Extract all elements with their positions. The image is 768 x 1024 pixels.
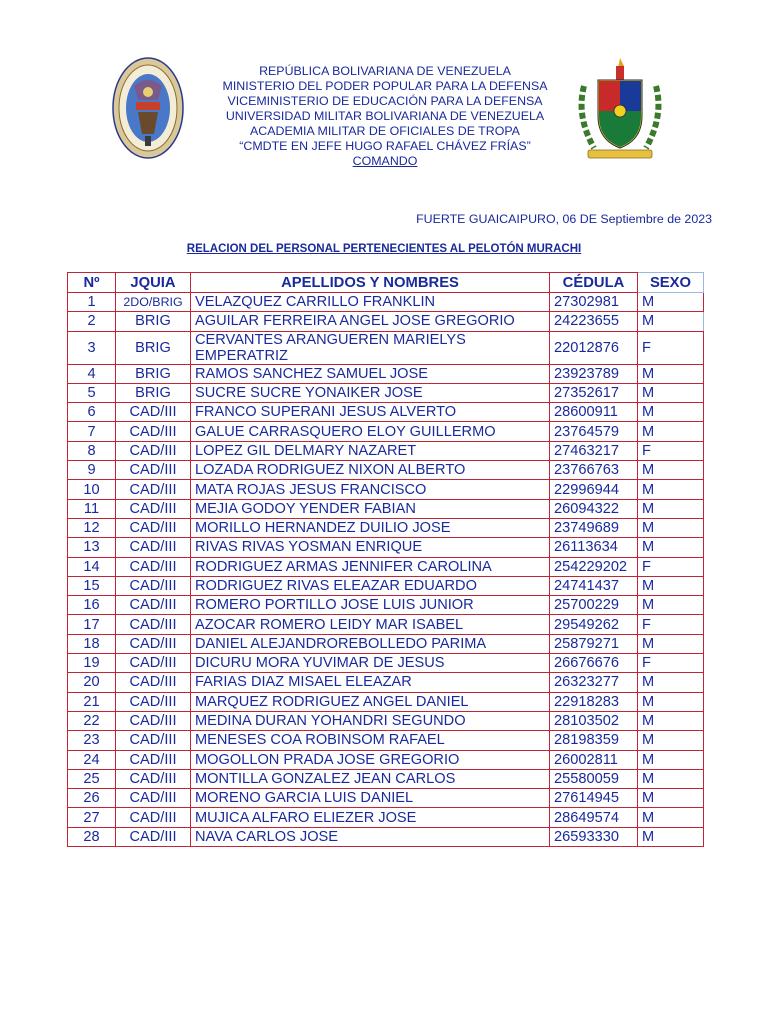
- header-line: UNIVERSIDAD MILITAR BOLIVARIANA DE VENEZUELA: [225, 109, 545, 123]
- cell-id-number: 28198359: [550, 731, 638, 750]
- table-row: [68, 827, 704, 846]
- cell-full-name: MENESES COA ROBINSOM RAFAEL: [191, 731, 550, 750]
- cell-id-number: 26113634: [550, 538, 638, 557]
- table-row: [68, 480, 704, 499]
- table-row: [68, 403, 704, 422]
- cell-sex: F: [638, 615, 704, 634]
- cell-sex: M: [638, 499, 704, 518]
- cell-number: 19: [68, 654, 116, 673]
- cell-sex: F: [638, 654, 704, 673]
- cell-rank: CAD/III: [116, 538, 191, 557]
- cell-full-name: MARQUEZ RODRIGUEZ ANGEL DANIEL: [191, 692, 550, 711]
- header-line: VICEMINISTERIO DE EDUCACIÓN PARA LA DEFENSA: [227, 94, 543, 108]
- university-seal-icon: [112, 56, 184, 160]
- table-row: [68, 808, 704, 827]
- cell-full-name: DANIEL ALEJANDROREBOLLEDO PARIMA: [191, 634, 550, 653]
- table-row: [68, 461, 704, 480]
- date-line: FUERTE GUAICAIPURO, 06 DE Septiembre de 2023: [416, 212, 712, 226]
- cell-rank: CAD/III: [116, 731, 191, 750]
- cell-number: 3: [68, 331, 116, 364]
- table-row: [68, 422, 704, 441]
- cell-rank: BRIG: [116, 312, 191, 331]
- header-line: “CMDTE EN JEFE HUGO RAFAEL CHÁVEZ FRÍAS”: [239, 139, 531, 153]
- cell-rank: CAD/III: [116, 518, 191, 537]
- table-row: [68, 711, 704, 730]
- cell-full-name: RAMOS SANCHEZ SAMUEL JOSE: [191, 364, 550, 383]
- header-subtitle: COMANDO: [352, 154, 418, 168]
- cell-id-number: 25879271: [550, 634, 638, 653]
- cell-number: 16: [68, 596, 116, 615]
- cell-full-name: NAVA CARLOS JOSE: [191, 827, 550, 846]
- cell-rank: CAD/III: [116, 441, 191, 460]
- header-sex: SEXO: [638, 273, 704, 293]
- personnel-table: [67, 272, 704, 847]
- cell-rank: CAD/III: [116, 750, 191, 769]
- cell-sex: M: [638, 403, 704, 422]
- cell-rank: CAD/III: [116, 480, 191, 499]
- table-row: [68, 312, 704, 331]
- cell-full-name: LOPEZ GIL DELMARY NAZARET: [191, 441, 550, 460]
- cell-id-number: 26676676: [550, 654, 638, 673]
- cell-id-number: 254229202: [550, 557, 638, 576]
- cell-sex: M: [638, 692, 704, 711]
- cell-number: 22: [68, 711, 116, 730]
- document-title: RELACION DEL PERSONAL PERTENECIENTES AL PELOTÓN MURACHI: [186, 243, 582, 255]
- cell-sex: M: [638, 750, 704, 769]
- academy-shield-icon: [574, 56, 666, 162]
- cell-sex: M: [638, 634, 704, 653]
- cell-number: 28: [68, 827, 116, 846]
- table-row: [68, 383, 704, 402]
- cell-rank: CAD/III: [116, 654, 191, 673]
- cell-rank: CAD/III: [116, 499, 191, 518]
- cell-full-name: MORILLO HERNANDEZ DUILIO JOSE: [191, 518, 550, 537]
- table-row: [68, 499, 704, 518]
- cell-rank: CAD/III: [116, 576, 191, 595]
- cell-rank: CAD/III: [116, 673, 191, 692]
- cell-full-name: MOGOLLON PRADA JOSE GREGORIO: [191, 750, 550, 769]
- cell-id-number: 28600911: [550, 403, 638, 422]
- cell-id-number: 25580059: [550, 769, 638, 788]
- cell-id-number: 23764579: [550, 422, 638, 441]
- cell-number: 15: [68, 576, 116, 595]
- cell-sex: M: [638, 293, 704, 312]
- table-row: [68, 538, 704, 557]
- header-line: REPÚBLICA BOLIVARIANA DE VENEZUELA: [259, 64, 511, 78]
- cell-id-number: 23766763: [550, 461, 638, 480]
- cell-number: 8: [68, 441, 116, 460]
- cell-full-name: CERVANTES ARANGUEREN MARIELYS EMPERATRIZ: [191, 331, 550, 364]
- cell-number: 24: [68, 750, 116, 769]
- table-row: [68, 673, 704, 692]
- cell-id-number: 23923789: [550, 364, 638, 383]
- cell-number: 21: [68, 692, 116, 711]
- table-row: [68, 364, 704, 383]
- cell-full-name: AGUILAR FERREIRA ANGEL JOSE GREGORIO: [191, 312, 550, 331]
- header-rank: JQUIA: [116, 273, 191, 293]
- cell-sex: M: [638, 769, 704, 788]
- table-row: [68, 441, 704, 460]
- cell-rank: CAD/III: [116, 422, 191, 441]
- cell-rank: BRIG: [116, 383, 191, 402]
- cell-number: 10: [68, 480, 116, 499]
- cell-number: 5: [68, 383, 116, 402]
- cell-sex: M: [638, 364, 704, 383]
- table-header-row: [68, 273, 704, 293]
- table-row: [68, 789, 704, 808]
- cell-sex: M: [638, 673, 704, 692]
- cell-id-number: 24741437: [550, 576, 638, 595]
- cell-sex: M: [638, 827, 704, 846]
- cell-rank: BRIG: [116, 331, 191, 364]
- table-row: [68, 576, 704, 595]
- cell-id-number: 26593330: [550, 827, 638, 846]
- cell-id-number: 23749689: [550, 518, 638, 537]
- cell-number: 23: [68, 731, 116, 750]
- cell-sex: M: [638, 596, 704, 615]
- cell-id-number: 28649574: [550, 808, 638, 827]
- cell-rank: 2DO/BRIG: [116, 293, 191, 312]
- cell-sex: M: [638, 711, 704, 730]
- cell-full-name: RODRIGUEZ ARMAS JENNIFER CAROLINA: [191, 557, 550, 576]
- cell-number: 17: [68, 615, 116, 634]
- cell-number: 6: [68, 403, 116, 422]
- cell-full-name: AZOCAR ROMERO LEIDY MAR ISABEL: [191, 615, 550, 634]
- cell-rank: CAD/III: [116, 711, 191, 730]
- cell-sex: M: [638, 576, 704, 595]
- cell-number: 20: [68, 673, 116, 692]
- cell-sex: M: [638, 789, 704, 808]
- cell-id-number: 26094322: [550, 499, 638, 518]
- institution-header: [200, 64, 570, 169]
- cell-id-number: 28103502: [550, 711, 638, 730]
- cell-id-number: 27302981: [550, 293, 638, 312]
- cell-sex: F: [638, 331, 704, 364]
- cell-id-number: 24223655: [550, 312, 638, 331]
- cell-number: 7: [68, 422, 116, 441]
- cell-id-number: 27614945: [550, 789, 638, 808]
- cell-rank: CAD/III: [116, 615, 191, 634]
- header-full-name: APELLIDOS Y NOMBRES: [191, 273, 550, 293]
- cell-number: 12: [68, 518, 116, 537]
- cell-id-number: 26002811: [550, 750, 638, 769]
- table-row: [68, 615, 704, 634]
- header-id-number: CÉDULA: [550, 273, 638, 293]
- cell-id-number: 22996944: [550, 480, 638, 499]
- cell-full-name: MUJICA ALFARO ELIEZER JOSE: [191, 808, 550, 827]
- cell-full-name: FRANCO SUPERANI JESUS ALVERTO: [191, 403, 550, 422]
- header-line: ACADEMIA MILITAR DE OFICIALES DE TROPA: [250, 124, 520, 138]
- cell-sex: M: [638, 422, 704, 441]
- cell-number: 9: [68, 461, 116, 480]
- cell-sex: M: [638, 808, 704, 827]
- cell-full-name: RIVAS RIVAS YOSMAN ENRIQUE: [191, 538, 550, 557]
- table-row: [68, 596, 704, 615]
- cell-id-number: 27352617: [550, 383, 638, 402]
- table-row: [68, 634, 704, 653]
- cell-rank: CAD/III: [116, 461, 191, 480]
- cell-full-name: FARIAS DIAZ MISAEL ELEAZAR: [191, 673, 550, 692]
- cell-rank: CAD/III: [116, 769, 191, 788]
- table-row: [68, 331, 704, 364]
- cell-rank: CAD/III: [116, 596, 191, 615]
- cell-rank: CAD/III: [116, 692, 191, 711]
- cell-id-number: 26323277: [550, 673, 638, 692]
- cell-sex: F: [638, 557, 704, 576]
- cell-id-number: 25700229: [550, 596, 638, 615]
- table-row: [68, 731, 704, 750]
- cell-sex: M: [638, 731, 704, 750]
- cell-rank: CAD/III: [116, 557, 191, 576]
- cell-rank: CAD/III: [116, 827, 191, 846]
- cell-number: 2: [68, 312, 116, 331]
- cell-id-number: 27463217: [550, 441, 638, 460]
- cell-sex: M: [638, 312, 704, 331]
- cell-full-name: LOZADA RODRIGUEZ NIXON ALBERTO: [191, 461, 550, 480]
- table-row: [68, 293, 704, 312]
- cell-number: 27: [68, 808, 116, 827]
- table-row: [68, 654, 704, 673]
- cell-rank: CAD/III: [116, 789, 191, 808]
- cell-number: 14: [68, 557, 116, 576]
- cell-number: 18: [68, 634, 116, 653]
- cell-full-name: MATA ROJAS JESUS FRANCISCO: [191, 480, 550, 499]
- cell-number: 4: [68, 364, 116, 383]
- cell-id-number: 22918283: [550, 692, 638, 711]
- cell-rank: BRIG: [116, 364, 191, 383]
- cell-number: 25: [68, 769, 116, 788]
- cell-rank: CAD/III: [116, 403, 191, 422]
- table-row: [68, 518, 704, 537]
- header-line: MINISTERIO DEL PODER POPULAR PARA LA DEFENSA: [222, 79, 548, 93]
- cell-full-name: MONTILLA GONZALEZ JEAN CARLOS: [191, 769, 550, 788]
- cell-number: 1: [68, 293, 116, 312]
- table-row: [68, 769, 704, 788]
- cell-full-name: MEDINA DURAN YOHANDRI SEGUNDO: [191, 711, 550, 730]
- cell-rank: CAD/III: [116, 634, 191, 653]
- header-number: Nº: [68, 273, 116, 293]
- table-row: [68, 692, 704, 711]
- cell-full-name: MORENO GARCIA LUIS DANIEL: [191, 789, 550, 808]
- table-row: [68, 557, 704, 576]
- cell-full-name: MEJIA GODOY YENDER FABIAN: [191, 499, 550, 518]
- cell-full-name: SUCRE SUCRE YONAIKER JOSE: [191, 383, 550, 402]
- cell-sex: M: [638, 538, 704, 557]
- cell-id-number: 22012876: [550, 331, 638, 364]
- cell-sex: M: [638, 518, 704, 537]
- cell-full-name: GALUE CARRASQUERO ELOY GUILLERMO: [191, 422, 550, 441]
- table-row: [68, 750, 704, 769]
- cell-sex: M: [638, 480, 704, 499]
- cell-sex: M: [638, 383, 704, 402]
- cell-full-name: RODRIGUEZ RIVAS ELEAZAR EDUARDO: [191, 576, 550, 595]
- cell-number: 11: [68, 499, 116, 518]
- cell-sex: F: [638, 441, 704, 460]
- cell-number: 13: [68, 538, 116, 557]
- cell-full-name: ROMERO PORTILLO JOSE LUIS JUNIOR: [191, 596, 550, 615]
- cell-sex: M: [638, 461, 704, 480]
- cell-number: 26: [68, 789, 116, 808]
- cell-id-number: 29549262: [550, 615, 638, 634]
- cell-full-name: DICURU MORA YUVIMAR DE JESUS: [191, 654, 550, 673]
- cell-full-name: VELAZQUEZ CARRILLO FRANKLIN: [191, 293, 550, 312]
- cell-rank: CAD/III: [116, 808, 191, 827]
